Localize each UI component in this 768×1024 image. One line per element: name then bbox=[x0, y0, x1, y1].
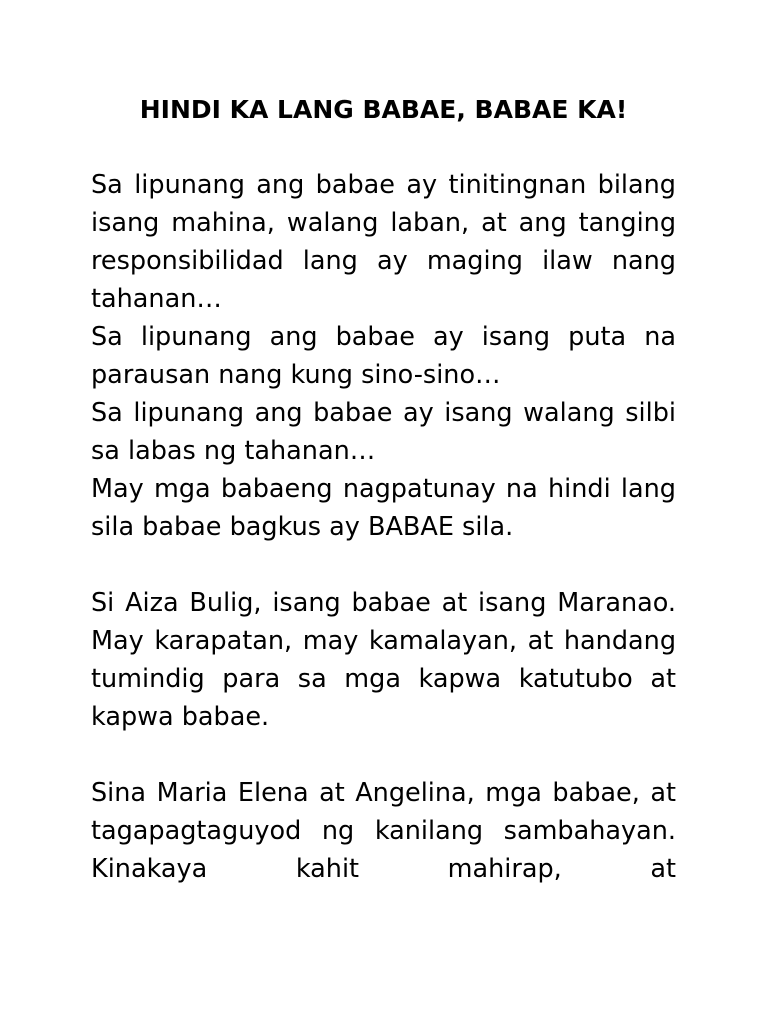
paragraph-line: Sina Maria Elena at Angelina, mga babae, at tagapagtaguyod ng kanilang sambahayan. Kinakaya kahit mahirap, at bbox=[91, 778, 676, 884]
paragraph-line: Si Aiza Bulig, isang babae at isang Maranao. May karapatan, may kamalayan, at handang tumindig para sa mga kapwa katutubo at kapwa babae. bbox=[91, 588, 676, 732]
paragraph-1 bbox=[91, 166, 676, 546]
paragraph-3 bbox=[91, 774, 676, 888]
paragraph-line: Sa lipunang ang babae ay isang walang silbi sa labas ng tahanan… bbox=[91, 398, 676, 466]
document-page bbox=[91, 92, 676, 888]
document-title: HINDI KA LANG BABAE, BABAE KA! bbox=[139, 95, 628, 124]
paragraph-line: May mga babaeng nagpatunay na hindi lang sila babae bagkus ay BABAE sila. bbox=[91, 474, 676, 542]
paragraph-2 bbox=[91, 584, 676, 736]
paragraph-line: Sa lipunang ang babae ay tinitingnan bilang isang mahina, walang laban, at ang tanging responsibilidad lang ay maging ilaw nang tahanan… bbox=[91, 170, 676, 314]
paragraph-spacer bbox=[91, 546, 676, 584]
paragraph-line: Sa lipunang ang babae ay isang puta na parausan nang kung sino-sino… bbox=[91, 322, 676, 390]
paragraph-spacer bbox=[91, 736, 676, 774]
